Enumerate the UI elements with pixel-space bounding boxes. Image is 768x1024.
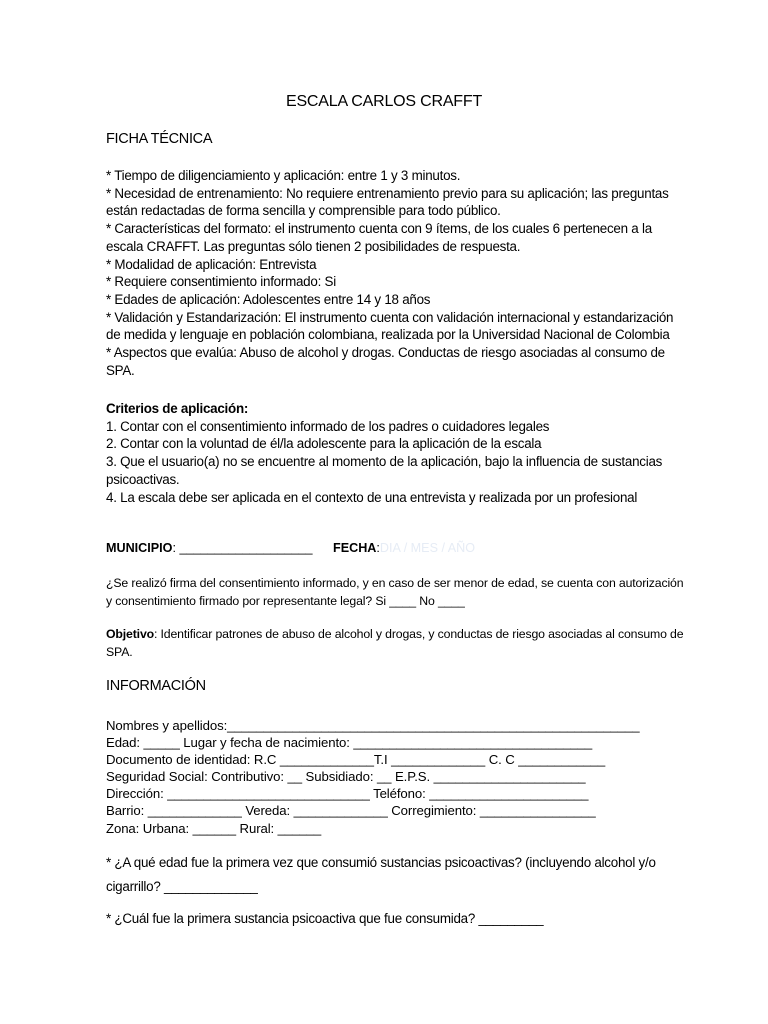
criterio-line: 2. Contar con la voluntad de él/la adolescente para la aplicación de la escala <box>106 436 542 452</box>
fecha-label: FECHA <box>333 541 377 555</box>
edad-field[interactable]: Edad: _____ Lugar y fecha de nacimiento: _________________________________ <box>106 735 593 751</box>
ficha-line: * Necesidad de entrenamiento: No requiere entrenamiento previo para su aplicación; las preguntas <box>106 185 669 201</box>
criterio-line: 1. Contar con el consentimiento informado de los padres o cuidadores legales <box>106 418 550 434</box>
consentimiento-question <box>106 574 684 610</box>
ficha-tecnica-body <box>106 167 674 379</box>
ficha-line: están redactadas de forma sencilla y comprensible para todo público. <box>106 203 501 219</box>
ficha-line: * Edades de aplicación: Adolescentes entre 14 y 18 años <box>106 291 431 307</box>
criterio-line: psicoactivas. <box>106 471 180 487</box>
fecha-colon: : <box>376 541 380 555</box>
nombres-field[interactable]: Nombres y apellidos:_________________________________________________________ <box>106 718 640 733</box>
municipio-label: MUNICIPIO <box>106 541 173 555</box>
ficha-line: escala CRAFFT. Las preguntas sólo tienen 2 posibilidades de respuesta. <box>106 238 521 254</box>
criterios-section <box>106 400 663 506</box>
ficha-line: * Aspectos que evalúa: Abuso de alcohol y drogas. Conductas de riesgo asociadas al consumo de <box>106 345 665 361</box>
informacion-fields <box>106 717 666 837</box>
question-primera-edad <box>106 851 656 899</box>
question-text: * ¿A qué edad fue la primera vez que consumió sustancias psicoactivas? (incluyendo alcohol y/o <box>106 855 656 870</box>
ficha-line: * Requiere consentimiento informado: Si <box>106 274 336 290</box>
fecha-group <box>333 541 475 555</box>
criterio-line: 4. La escala debe ser aplicada en el contexto de una entrevista y realizada por un profesional <box>106 489 638 505</box>
objetivo-label: Objetivo <box>106 627 154 641</box>
objetivo-section <box>106 625 684 661</box>
question-answer-blank[interactable]: cigarrillo? _____________ <box>106 879 258 894</box>
ficha-line: * Validación y Estandarización: El instrumento cuenta con validación internacional y estandarización <box>106 309 674 325</box>
fecha-field[interactable]: DIA / MES / AÑO <box>379 541 476 555</box>
barrio-field[interactable]: Barrio: _____________ Vereda: _____________ Corregimiento: ________________ <box>106 803 596 819</box>
objetivo-text-cont: SPA. <box>106 645 133 659</box>
zona-field[interactable]: Zona: Urbana: ______ Rural: ______ <box>106 820 322 836</box>
ficha-line: * Modalidad de aplicación: Entrevista <box>106 256 317 272</box>
municipio-fecha-row <box>106 541 476 555</box>
direccion-field[interactable]: Dirección: ____________________________ Teléfono: ______________________ <box>106 786 589 802</box>
ficha-tecnica-heading: FICHA TÉCNICA <box>106 131 213 147</box>
municipio-field[interactable]: : ___________________ <box>172 541 313 555</box>
objetivo-text: : Identificar patrones de abuso de alcohol y drogas, y conductas de riesgo asociadas al consumo de <box>154 627 684 641</box>
documento-field[interactable]: Documento de identidad: R.C _____________T.I _____________ C. C ____________ <box>106 752 606 768</box>
seguridad-social-field[interactable]: Seguridad Social: Contributivo: __ Subsidiado: __ E.P.S. _____________________ <box>106 769 586 785</box>
question-primera-sustancia[interactable]: * ¿Cuál fue la primera sustancia psicoactiva que fue consumida? _________ <box>106 911 544 926</box>
ficha-line: * Tiempo de diligenciamiento y aplicación: entre 1 y 3 minutos. <box>106 168 461 183</box>
document-title: ESCALA CARLOS CRAFFT <box>285 93 483 110</box>
ficha-line: de medida y lenguaje en población colombiana, realizada por la Universidad Nacional de Colombia <box>106 327 670 343</box>
criterio-line: 3. Que el usuario(a) no se encuentre al momento de la aplicación, bajo la influencia de sustancias <box>106 454 663 470</box>
consentimiento-line: ¿Se realizó firma del consentimiento informado, y en caso de ser menor de edad, se cuenta con autorización <box>106 576 684 590</box>
ficha-line: * Características del formato: el instrumento cuenta con 9 ítems, de los cuales 6 pertenecen a la <box>106 221 652 237</box>
consentimiento-line: y consentimiento firmado por representante legal? Si ____ No ____ <box>106 594 465 608</box>
criterios-heading: Criterios de aplicación: <box>106 401 249 416</box>
informacion-heading: INFORMACIÓN <box>106 678 206 694</box>
ficha-line: SPA. <box>106 362 135 378</box>
